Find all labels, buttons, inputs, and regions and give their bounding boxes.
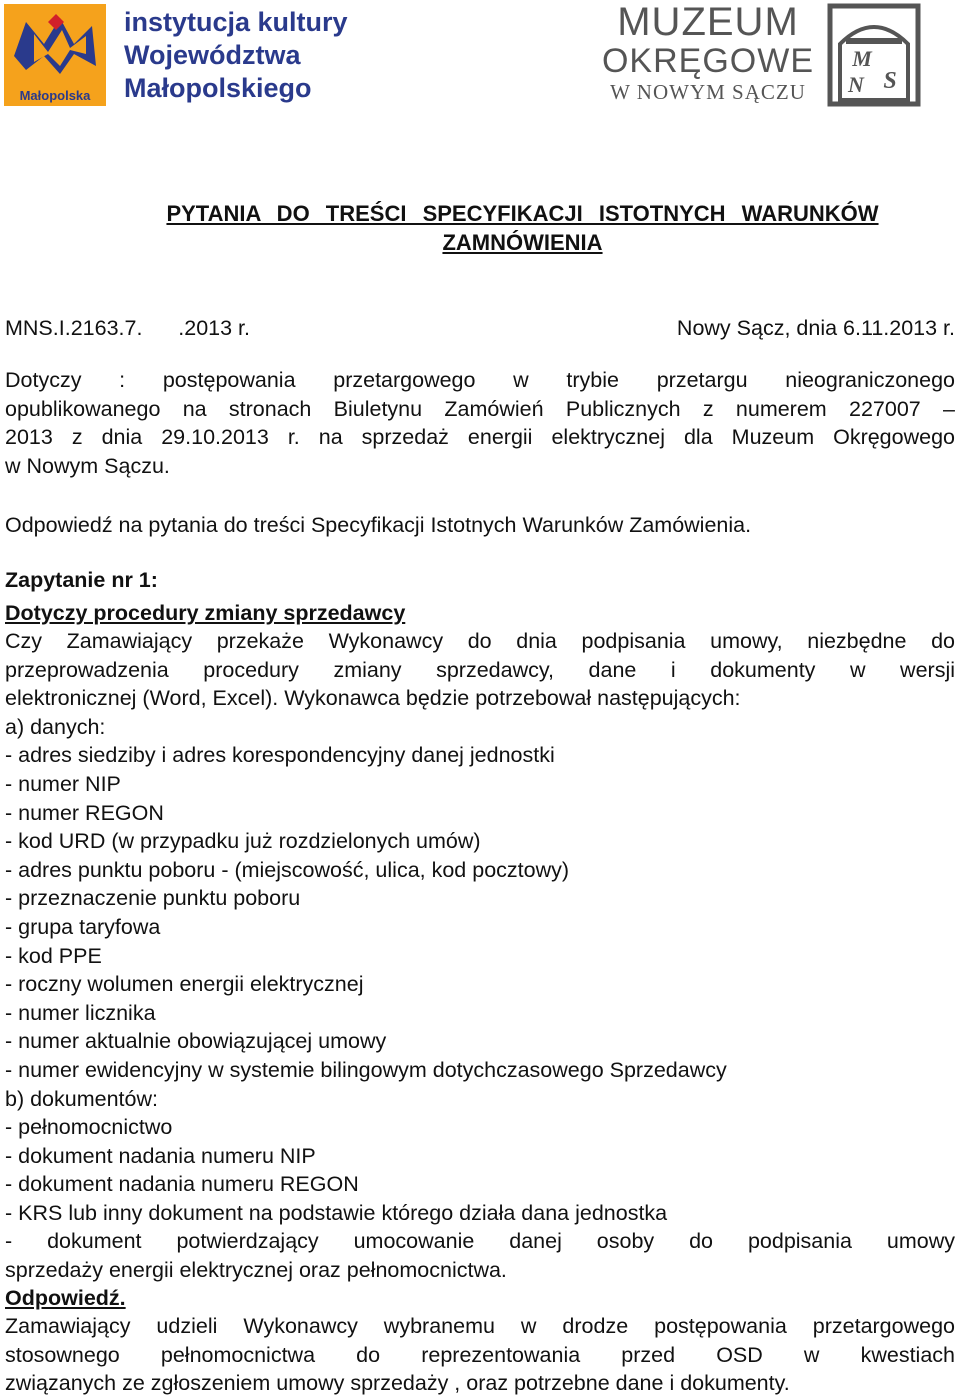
question-line: a) danych: (5, 714, 106, 739)
list-item: - numer licznika (5, 1000, 156, 1025)
institution-line-3: Małopolskiego (124, 73, 312, 103)
intro-line: 2013 z dnia 29.10.2013 r. na sprzedaż energii elektrycznej dla Muzeum Okręgowego (5, 425, 955, 450)
museum-emblem-icon (826, 2, 922, 108)
malopolska-emblem-icon (4, 4, 106, 106)
answer-line: stosownego pełnomocnictwa do reprezentowania przed OSD w kwestiach (5, 1342, 955, 1367)
intro-paragraph (5, 366, 955, 480)
list-item: - dokument nadania numeru REGON (5, 1172, 359, 1197)
museum-line-3: W NOWYM SĄCZU (610, 80, 806, 104)
list-item: - adres siedziby i adres korespondencyjny danej jednostki (5, 743, 555, 768)
list-item: - adres punktu poboru - (miejscowość, ulica, kod pocztowy) (5, 857, 570, 882)
answer-body (5, 1312, 955, 1398)
question-line: sprzedaży energii elektrycznej oraz pełnomocnictwa. (5, 1258, 507, 1283)
malopolska-badge-label: Małopolska (19, 88, 91, 103)
list-item: - dokument potwierdzający umocowanie danej osoby do podpisania umowy (5, 1229, 955, 1254)
question-label: Zapytanie nr 1: (5, 568, 158, 592)
question-line: b) dokumentów: (5, 1086, 158, 1111)
institution-line-1: instytucja kultury (124, 7, 348, 37)
intro-line: w Nowym Sączu. (5, 453, 170, 478)
question-line: elektronicznej (Word, Excel). Wykonawca będzie potrzebował następujących: (5, 686, 741, 711)
document-title (105, 199, 940, 257)
answer-label: Odpowiedź. (5, 1286, 126, 1310)
list-item: - dokument nadania numeru NIP (5, 1143, 316, 1168)
museum-name (592, 2, 824, 104)
list-item: - przeznaczenie punktu poboru (5, 886, 301, 911)
list-item: - numer REGON (5, 800, 164, 825)
reference-number: MNS.I.2163.7. .2013 r. (5, 316, 250, 340)
emblem-letter-m: M (852, 46, 872, 71)
list-item: - kod PPE (5, 943, 102, 968)
list-item: - numer ewidencyjny w systemie bilingowym dotychczasowego Sprzedawcy (5, 1057, 727, 1082)
museum-line-2: OKRĘGOWE (601, 42, 815, 80)
list-item: - grupa taryfowa (5, 914, 161, 939)
list-item: - KRS lub inny dokument na podstawie którego działa dana jednostka (5, 1200, 668, 1225)
intro-line: Dotyczy : postępowania przetargowego w trybie przetargu nieograniczonego (5, 368, 955, 392)
document-date: Nowy Sącz, dnia 6.11.2013 r. (676, 316, 955, 340)
page-header (0, 0, 960, 120)
emblem-letter-n: N (848, 72, 864, 97)
institution-line-2: Województwa (124, 40, 301, 70)
museum-line-1: MUZEUM (617, 0, 799, 44)
emblem-letter-s: S (883, 68, 897, 94)
reference-row (5, 313, 955, 343)
question-body (5, 627, 955, 1285)
title-line-1: PYTANIA DO TREŚCI SPECYFIKACJI ISTOTNYCH WARUNKÓW (166, 201, 879, 226)
list-item: - numer aktualnie obowiązującej umowy (5, 1029, 387, 1054)
answer-intro: Odpowiedź na pytania do treści Specyfikacji Istotnych Warunków Zamówienia. (5, 513, 752, 537)
title-line-2: ZAMNÓWIENIA (442, 230, 603, 255)
institution-name (124, 6, 348, 105)
question-line: Czy Zamawiający przekaże Wykonawcy do dnia podpisania umowy, niezbędne do (5, 629, 955, 653)
list-item: - kod URD (w przypadku już rozdzielonych umów) (5, 829, 481, 854)
museum-logo (592, 2, 922, 108)
list-item: - roczny wolumen energii elektrycznej (5, 972, 364, 997)
question-subject: Dotyczy procedury zmiany sprzedawcy (5, 601, 406, 625)
answer-line: Zamawiający udzieli Wykonawcy wybranemu w drodze postępowania przetargowego (5, 1314, 955, 1338)
answer-line: związanych ze zgłoszeniem umowy sprzedaży , oraz potrzebne dane i dokumenty. (5, 1371, 790, 1396)
question-line: przeprowadzenia procedury zmiany sprzedawcy, dane i dokumenty w wersji (5, 657, 955, 682)
malopolska-institution-logo (4, 4, 348, 106)
list-item: - numer NIP (5, 771, 121, 796)
list-item: - pełnomocnictwo (5, 1115, 173, 1140)
intro-line: opublikowanego na stronach Biuletynu Zamówień Publicznych z numerem 227007 – (5, 396, 955, 421)
